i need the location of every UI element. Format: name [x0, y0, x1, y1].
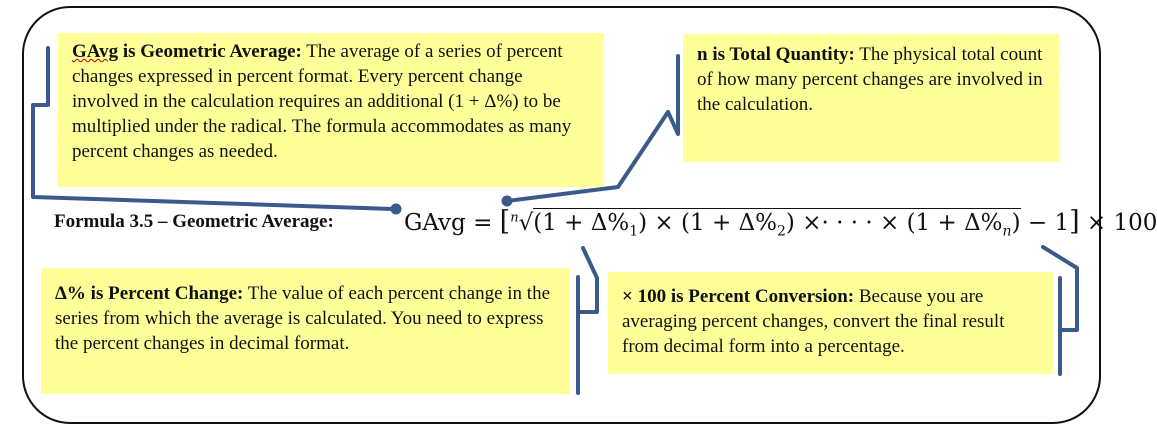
formula-lhs: GAvg = [404, 210, 500, 236]
note-gavg-title: is Geometric Average: [118, 41, 302, 62]
note-gavg-body: The average of a series of percent changes expressed in percent format. Every percent change involved in the calculation requires an additional (1 + Δ%) to be multiplied under the radical. The formula accommodates as many percent changes as needed. [72, 41, 572, 162]
formula-factor-1-open: (1 + Δ% [533, 210, 630, 236]
note-gavg-term: GAvg [72, 41, 119, 62]
formula-sub-2: 2 [777, 223, 786, 240]
note-delta-title: Δ% is Percent Change: [55, 283, 244, 304]
note-geometric-average [58, 33, 604, 187]
formula-sub-n: n [1002, 223, 1012, 240]
formula-factor-2-close: ) [785, 210, 795, 236]
formula-minus-one: − 1 [1020, 210, 1070, 236]
formula-times-1: × [647, 210, 682, 236]
formula-times-100: × 100 [1079, 210, 1157, 236]
connector-dot-gavg [391, 204, 402, 215]
note-x100-body: Because you are averaging percent changes, convert the final result from decimal form into a percentage. [622, 286, 1005, 357]
formula-factor-2-open: (1 + Δ% [681, 210, 777, 236]
formula-sub-1: 1 [629, 223, 639, 240]
note-total-quantity [683, 34, 1059, 162]
note-delta-body: The value of each percent change in the series from which the average is calculated. You need to express the percent changes in decimal format. [55, 283, 551, 354]
formula-radical-sign: √ [518, 210, 534, 236]
formula-open-bracket: [ [499, 206, 511, 237]
formula-root-index: n [510, 210, 519, 226]
formula-geometric-average [404, 206, 1157, 240]
formula-factor-1-close: ) [638, 210, 648, 236]
connector-delta-hook [578, 248, 597, 312]
connector-dot-n [502, 196, 513, 207]
note-n-title: n is Total Quantity: [697, 44, 855, 65]
note-x100-title: × 100 is Percent Conversion: [622, 286, 855, 307]
note-percent-change [41, 268, 570, 394]
formula-factor-n-open: (1 + Δ% [906, 210, 1003, 236]
formula-label: Formula 3.5 – Geometric Average: [54, 211, 334, 232]
formula-ellipsis: ×· · · · × [794, 210, 907, 236]
formula-close-bracket: ] [1069, 206, 1080, 237]
formula-factor-n-close: ) [1011, 210, 1021, 236]
note-percent-conversion [608, 272, 1053, 374]
formula-radicand [533, 208, 1021, 240]
note-n-body: The physical total count of how many percent changes are involved in the calculation. [697, 44, 1043, 115]
